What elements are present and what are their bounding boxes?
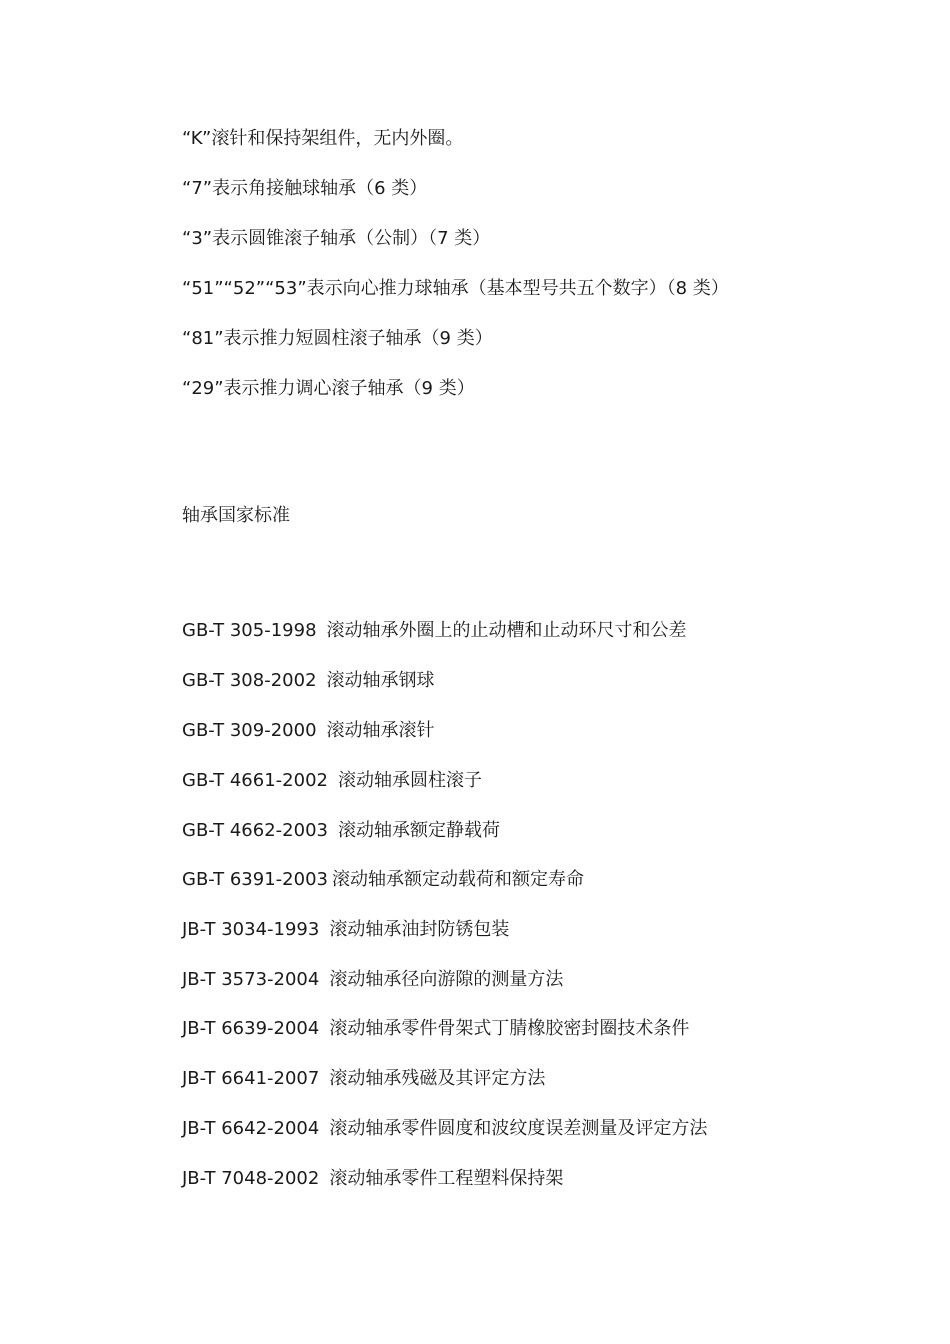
standard-item: [182, 868, 584, 892]
standard-item: [182, 1017, 689, 1041]
bearing-type-3: “3”表示圆锥滚子轴承（公制）（7 类）: [182, 228, 491, 249]
standard-title: 滚动轴承零件工程塑料保持架: [329, 1168, 564, 1189]
standard-title: 滚动轴承径向游隙的测量方法: [329, 969, 564, 990]
standard-code: JB-T 6641-2007: [182, 1068, 320, 1089]
standard-code: GB-T 4661-2002: [182, 770, 328, 791]
standard-code: GB-T 305-1998: [182, 620, 317, 641]
standard-title: 滚动轴承钢球: [326, 670, 435, 691]
standard-title: 滚动轴承零件骨架式丁腈橡胶密封圈技术条件: [329, 1018, 690, 1039]
standard-code: JB-T 3034-1993: [182, 919, 320, 940]
standard-item: [182, 719, 435, 743]
standard-item: [182, 619, 687, 643]
standard-title: 滚动轴承圆柱滚子: [337, 770, 482, 791]
bearing-type-81: “81”表示推力短圆柱滚子轴承（9 类）: [182, 328, 493, 349]
standard-code: JB-T 6639-2004: [182, 1018, 320, 1039]
bearing-type-29: “29”表示推力调心滚子轴承（9 类）: [182, 378, 475, 399]
standard-title: 滚动轴承额定静载荷: [337, 820, 500, 841]
standard-title: 滚动轴承额定动载荷和额定寿命: [331, 869, 584, 890]
standard-item: [182, 918, 509, 942]
standard-item: [182, 1167, 563, 1191]
standard-item: [182, 669, 435, 693]
standard-code: GB-T 309-2000: [182, 720, 317, 741]
standard-item: [182, 1117, 707, 1141]
standard-code: JB-T 6642-2004: [182, 1118, 320, 1139]
standard-item: [182, 968, 563, 992]
standard-title: 滚动轴承油封防锈包装: [329, 919, 510, 940]
bearing-type-k: “K”滚针和保持架组件，无内外圈。: [182, 128, 464, 149]
standard-code: JB-T 7048-2002: [182, 1168, 320, 1189]
standard-code: GB-T 4662-2003: [182, 820, 328, 841]
standard-item: [182, 819, 500, 843]
section-heading: 轴承国家标准: [182, 505, 290, 526]
standard-code: JB-T 3573-2004: [182, 969, 320, 990]
standard-item: [182, 1067, 545, 1091]
bearing-type-51-52-53: “51”“52”“53”表示向心推力球轴承（基本型号共五个数字）（8 类）: [182, 278, 729, 299]
standard-item: [182, 769, 482, 793]
bearing-type-7: “7”表示角接触球轴承（6 类）: [182, 178, 428, 199]
standard-code: GB-T 308-2002: [182, 670, 317, 691]
standard-title: 滚动轴承零件圆度和波纹度误差测量及评定方法: [329, 1118, 708, 1139]
standard-title: 滚动轴承残磁及其评定方法: [329, 1068, 546, 1089]
standard-code: GB-T 6391-2003: [182, 869, 328, 890]
standard-title: 滚动轴承滚针: [326, 720, 435, 741]
standard-title: 滚动轴承外圈上的止动槽和止动环尺寸和公差: [326, 620, 687, 641]
